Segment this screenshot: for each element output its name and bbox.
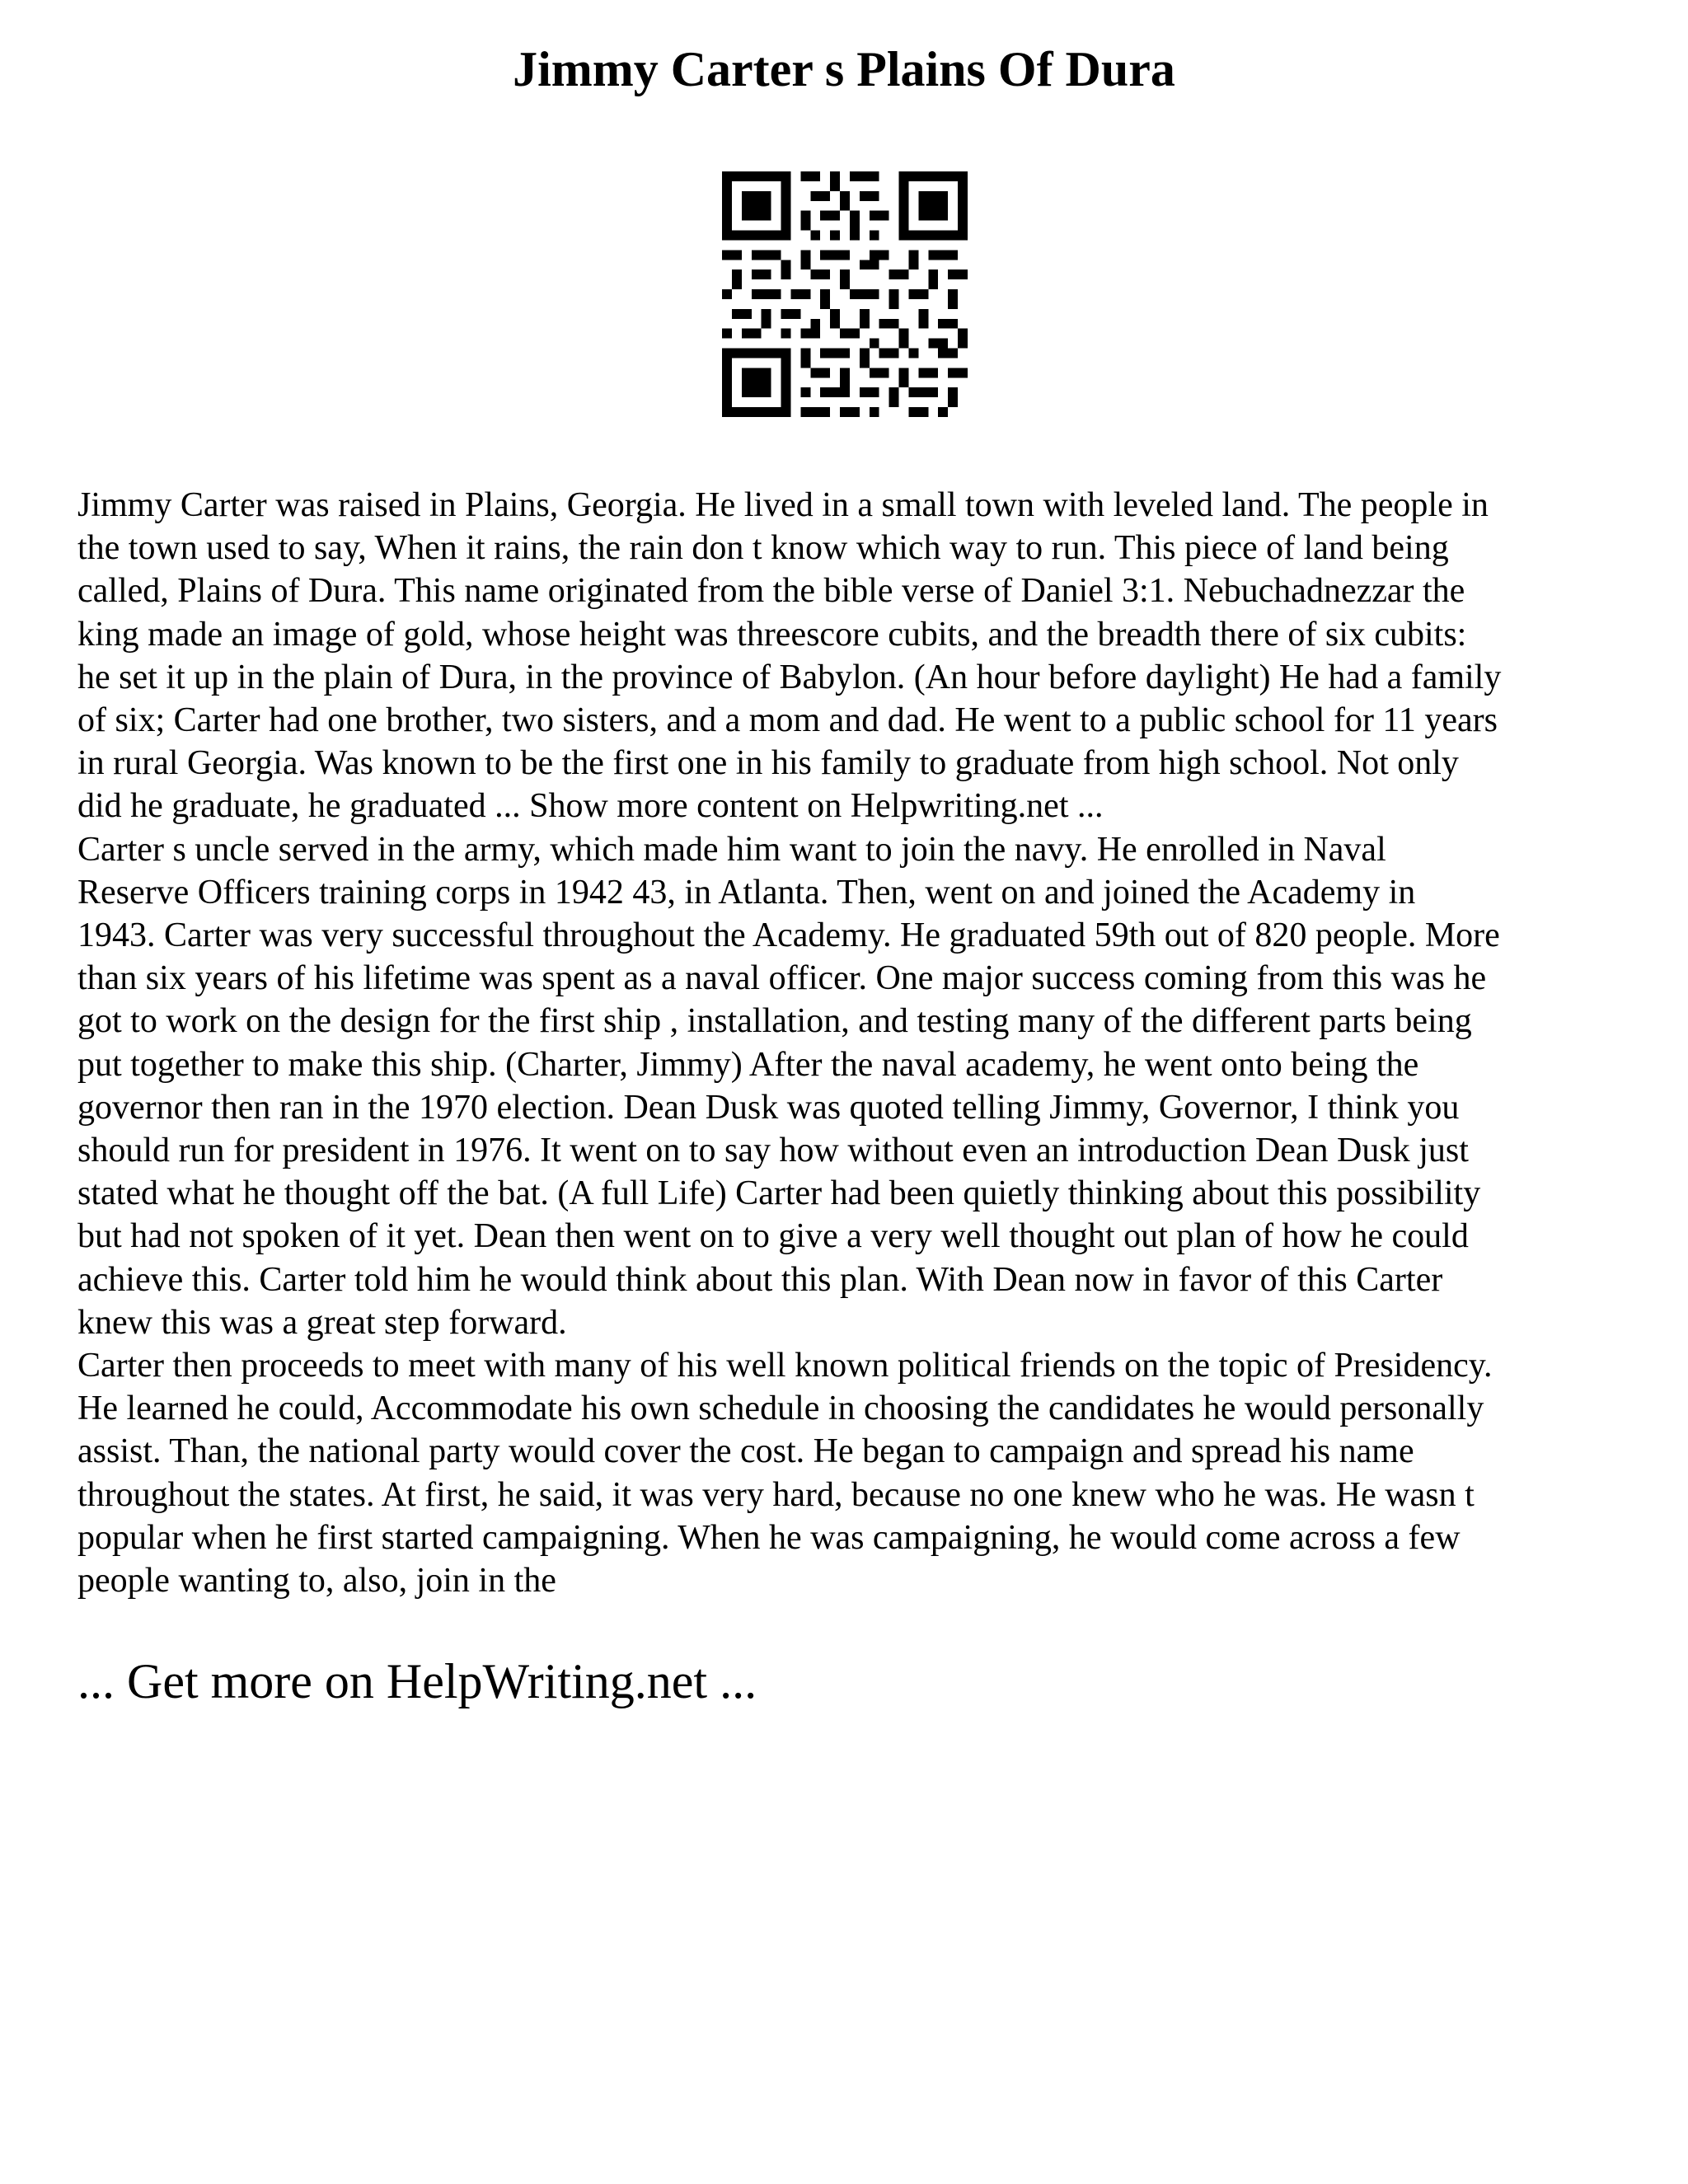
text-line: assist. Than, the national party would cover the cost. He began to campaign and spread his name bbox=[77, 1432, 1414, 1471]
paragraph-3 bbox=[77, 1344, 1627, 1602]
text-line: Reserve Officers training corps in 1942 43, in Atlanta. Then, went on and joined the Academy in bbox=[77, 873, 1416, 912]
text-line: people wanting to, also, join in the bbox=[77, 1562, 556, 1601]
text-line: stated what he thought off the bat. (A full Life) Carter had been quietly thinking about this possibility bbox=[77, 1174, 1481, 1213]
text-line: than six years of his lifetime was spent as a naval officer. One major success coming from this was he bbox=[77, 959, 1487, 998]
text-line: should run for president in 1976. It went on to say how without even an introduction Dean Dusk just bbox=[77, 1132, 1469, 1170]
text-line: got to work on the design for the first ship , installation, and testing many of the different parts being bbox=[77, 1002, 1472, 1041]
text-line: in rural Georgia. Was known to be the first one in his family to graduate from high school. Not only bbox=[77, 744, 1459, 783]
text-line: He learned he could, Accommodate his own schedule in choosing the candidates he would personally bbox=[77, 1390, 1484, 1428]
text-line: governor then ran in the 1970 election. Dean Dusk was quoted telling Jimmy, Governor, I think you bbox=[77, 1088, 1460, 1127]
text-line: put together to make this ship. (Charter, Jimmy) After the naval academy, he went onto being the bbox=[77, 1045, 1419, 1084]
text-line: popular when he first started campaigning. When he was campaigning, he would come across a few bbox=[77, 1518, 1461, 1557]
document-title: Jimmy Carter s Plains Of Dura bbox=[513, 42, 1175, 96]
paragraph-1 bbox=[77, 484, 1627, 828]
text-line: but had not spoken of it yet. Dean then went on to give a very well thought out plan of how he could bbox=[77, 1217, 1469, 1256]
text-line: called, Plains of Dura. This name originated from the bible verse of Daniel 3:1. Nebuchadnezzar the bbox=[77, 572, 1465, 611]
text-line: 1943. Carter was very successful throughout the Academy. He graduated 59th out of 820 people. More bbox=[77, 916, 1500, 955]
text-line: knew this was a great step forward. bbox=[77, 1303, 567, 1342]
text-line: he set it up in the plain of Dura, in the province of Babylon. (An hour before daylight) He had a family bbox=[77, 658, 1502, 696]
article-body bbox=[77, 484, 1627, 1602]
text-line: Jimmy Carter was raised in Plains, Georgia. He lived in a small town with leveled land. The people in bbox=[77, 486, 1489, 524]
text-line: Carter then proceeds to meet with many of his well known political friends on the topic of Presidency. bbox=[77, 1347, 1493, 1385]
text-line: the town used to say, When it rains, the rain don t know which way to run. This piece of land being bbox=[77, 529, 1449, 568]
text-line: did he graduate, he graduated ... Show more content on Helpwriting.net ... bbox=[77, 787, 1104, 826]
get-more-link[interactable]: ... Get more on HelpWriting.net ... bbox=[77, 1654, 757, 1708]
text-line: Carter s uncle served in the army, which made him want to join the navy. He enrolled in Naval bbox=[77, 830, 1386, 869]
text-line: achieve this. Carter told him he would think about this plan. With Dean now in favor of this Carter bbox=[77, 1260, 1443, 1299]
text-line: throughout the states. At first, he said, it was very hard, because no one knew who he was. He wasn t bbox=[77, 1475, 1475, 1514]
paragraph-2 bbox=[77, 828, 1627, 1344]
qr-code-icon bbox=[722, 171, 968, 417]
text-line: king made an image of gold, whose height was threescore cubits, and the breadth there of six cubits: bbox=[77, 615, 1467, 654]
qr-code-graphic bbox=[722, 171, 968, 417]
text-line: of six; Carter had one brother, two sisters, and a mom and dad. He went to a public school for 11 years bbox=[77, 701, 1498, 740]
